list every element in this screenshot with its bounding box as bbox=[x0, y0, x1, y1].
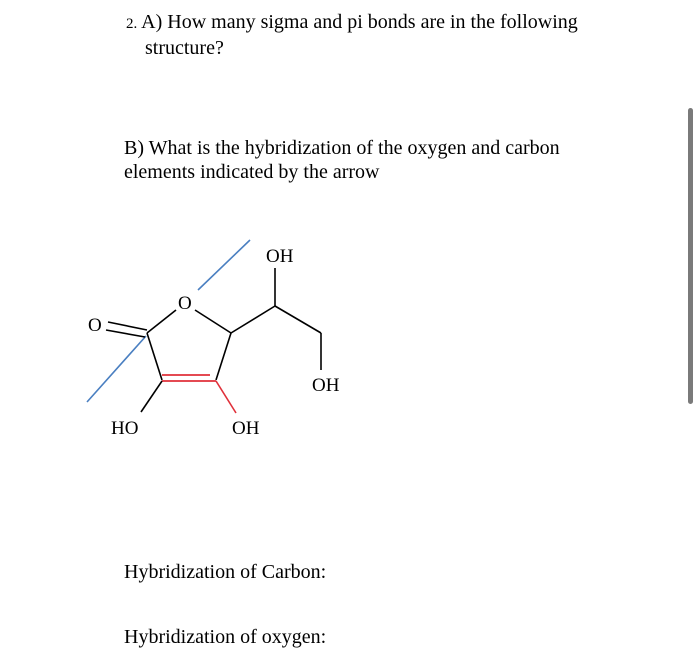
question-a-line2: structure? bbox=[145, 37, 224, 59]
arrow-line-carbon bbox=[87, 336, 146, 402]
question-number: 2. bbox=[126, 16, 138, 32]
question-b-line2: elements indicated by the arrow bbox=[124, 161, 380, 183]
bond-c3-oh bbox=[216, 381, 236, 413]
carbonyl-oxygen-label: O bbox=[88, 315, 102, 336]
carbonyl-bond-1 bbox=[108, 322, 147, 330]
bond-c1-c2 bbox=[147, 333, 162, 380]
hybridization-carbon-label: Hybridization of Carbon: bbox=[124, 561, 327, 583]
bond-c4-c3 bbox=[216, 333, 231, 380]
bond-c4-c5 bbox=[231, 306, 275, 333]
oh-bottom-label: OH bbox=[232, 418, 260, 439]
hybridization-oxygen-label: Hybridization of oxygen: bbox=[124, 626, 327, 648]
carbonyl-bond-2 bbox=[106, 330, 145, 337]
question-b-line1: B) What is the hybridization of the oxygen and carbon bbox=[124, 137, 560, 159]
ho-left-label: HO bbox=[111, 418, 139, 439]
bond-c1-oring bbox=[147, 310, 176, 333]
arrow-line-oxygen bbox=[198, 240, 250, 290]
bond-c5-c6 bbox=[275, 306, 321, 333]
bond-c2-ho bbox=[141, 381, 162, 412]
question-a-line1: A) How many sigma and pi bonds are in the following bbox=[141, 11, 578, 33]
oh-right-label: OH bbox=[312, 375, 340, 396]
oh-top-label: OH bbox=[266, 246, 294, 267]
vertical-scrollbar[interactable] bbox=[688, 108, 693, 404]
bond-oring-c4 bbox=[195, 310, 231, 333]
ring-oxygen-label: O bbox=[178, 293, 192, 314]
